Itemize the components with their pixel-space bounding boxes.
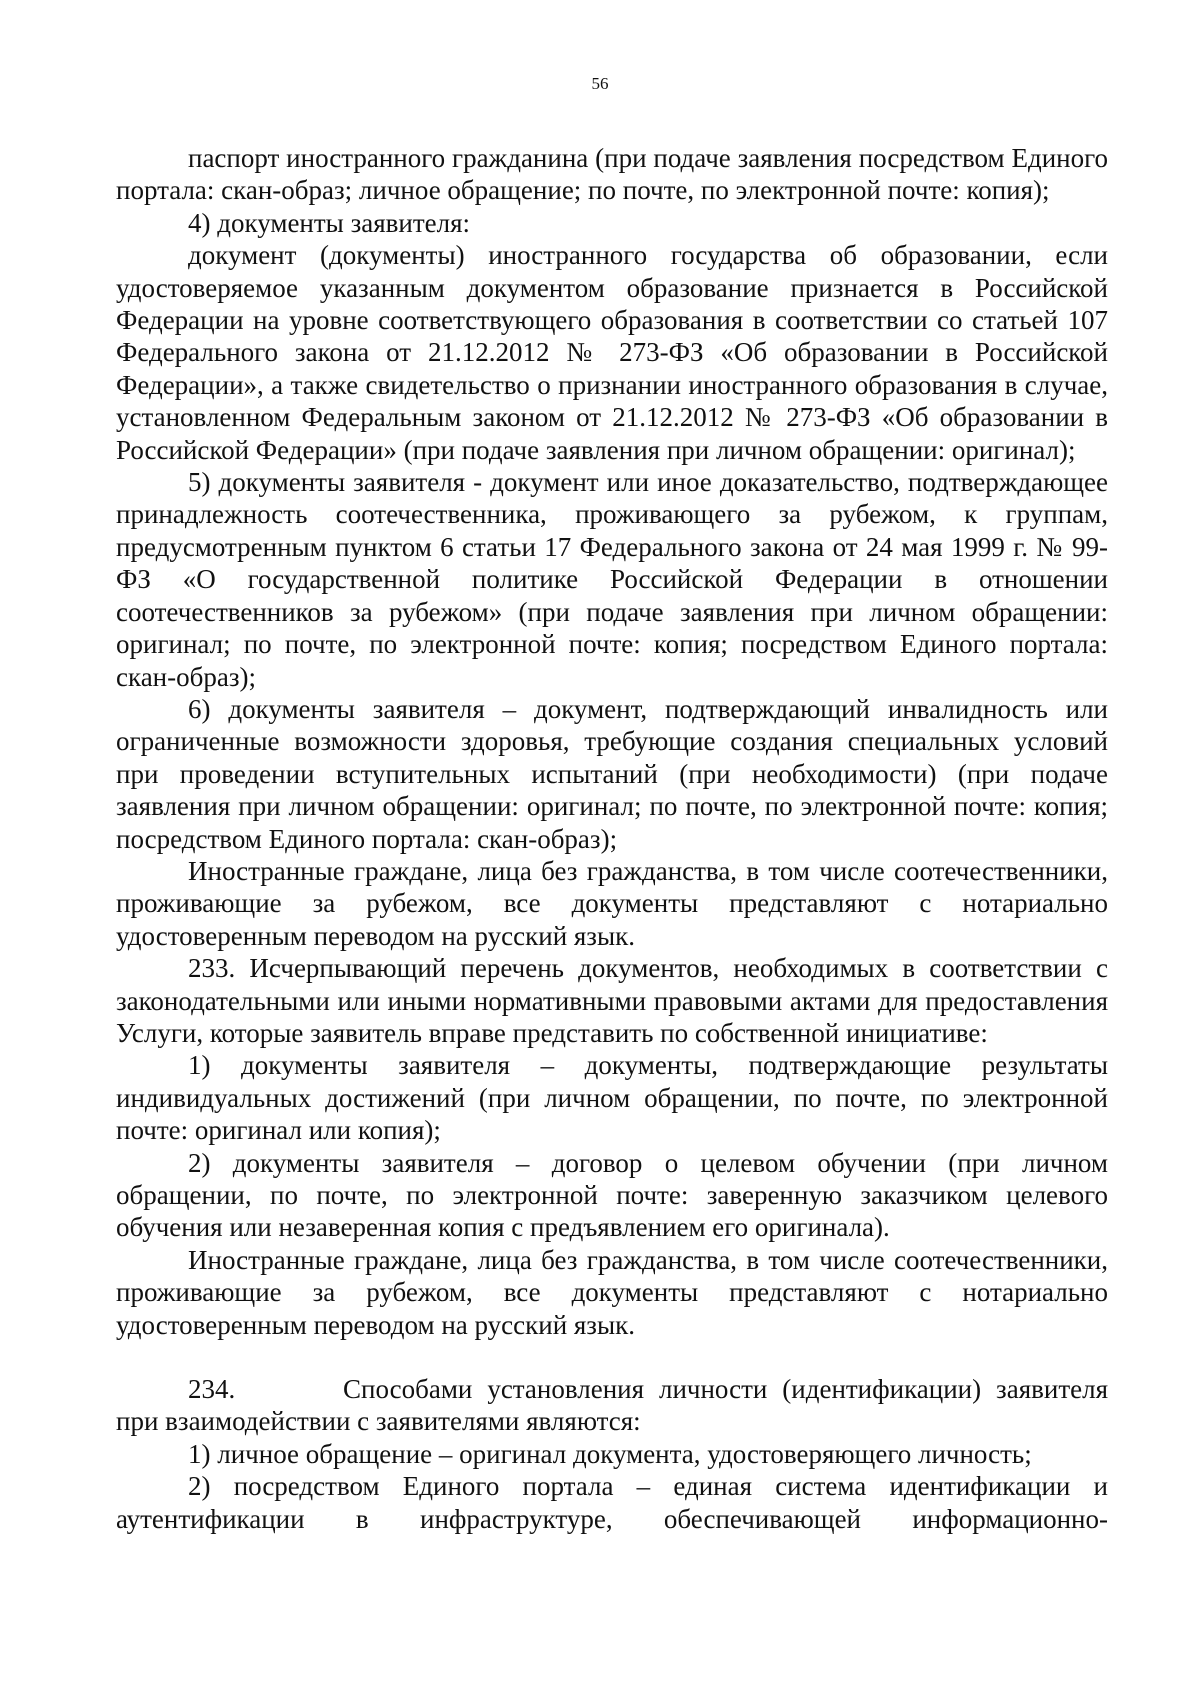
page-number: 56	[591, 74, 609, 93]
paragraph-item-6-disability-documents: 6) документы заявителя – документ, подтверждающий инвалидность или ограниченные возможности здоровья, требующие создания специальных условий при проведении вступительных испытаний (при необходимости) (при подаче заявления при личном обращении: оригинал; по почте, по электронной почте: копия; посредством Единого портала: скан-образ);	[116, 693, 1108, 854]
paragraph-item-4-education-documents: документ (документы) иностранного государства об образовании, если удостоверяемое указанным документом образование признается в Российской Федерации на уровне соответствующего образования в соответствии со статьей 107 Федерального закона от 21.12.2012 № 273-ФЗ «Об образовании в Российской Федерации», а также свидетельство о признании иностранного образования в случае, установленном Федеральным законом от 21.12.2012 № 273-ФЗ «Об образовании в Российской Федерации» (при подаче заявления при личном обращении: оригинал);	[116, 240, 1108, 465]
paragraph-234-item-2: 2) посредством Единого портала – единая система идентификации и аутентификации в инфраструктуре, обеспечивающей информационно-	[116, 1471, 1108, 1534]
paragraph-foreign-passport: паспорт иностранного гражданина (при подаче заявления посредством Единого портала: скан-образ; личное обращение; по почте, по электронной почте: копия);	[116, 143, 1108, 206]
paragraph-item-5-compatriot-documents: 5) документы заявителя - документ или иное доказательство, подтверждающее принадлежность соотечественника, проживающего за рубежом, к группам, предусмотренным пунктом 6 статьи 17 Федерального закона от 24 мая 1999 г. № 99-ФЗ «О государственной политике Российской Федерации в отношении соотечественников за рубежом» (при подаче заявления при личном обращении: оригинал; по почте, по электронной почте: копия; посредством Единого портала: скан-образ);	[116, 467, 1108, 692]
paragraph-233-item-2: 2) документы заявителя – договор о целевом обучении (при личном обращении, по почте, по электронной почте: заверенную заказчиком целевого обучения или незаверенная копия с предъявлением его оригинала).	[116, 1147, 1108, 1243]
paragraph-foreign-citizens-translation: Иностранные граждане, лица без гражданства, в том числе соотечественники, проживающие за рубежом, все документы представляют с нотариально удостоверенным переводом на русский язык.	[116, 855, 1108, 951]
paragraph-233-item-1: 1) документы заявителя – документы, подтверждающие результаты индивидуальных достижений (при личном обращении, по почте, по электронной почте: оригинал или копия);	[116, 1050, 1108, 1146]
paragraph-foreign-citizens-translation-2: Иностранные граждане, лица без гражданства, в том числе соотечественники, проживающие за рубежом, все документы представляют с нотариально удостоверенным переводом на русский язык.	[116, 1244, 1108, 1340]
section-number-234: 234.	[188, 1374, 236, 1405]
section-234-text: Способами установления личности (идентификации) заявителя при взаимодействии с заявителями являются:	[116, 1374, 1108, 1437]
paragraph-234-item-1: 1) личное обращение – оригинал документа, удостоверяющего личность;	[188, 1438, 1032, 1469]
document-body	[116, 142, 1108, 1535]
paragraph-item-4-heading: 4) документы заявителя:	[188, 207, 471, 238]
paragraph-234	[116, 1373, 1108, 1438]
paragraph-233-document-list: 233. Исчерпывающий перечень документов, необходимых в соответствии с законодательными или иными нормативными правовыми актами для предоставления Услуги, которые заявитель вправе представить по собственной инициативе:	[116, 953, 1108, 1048]
